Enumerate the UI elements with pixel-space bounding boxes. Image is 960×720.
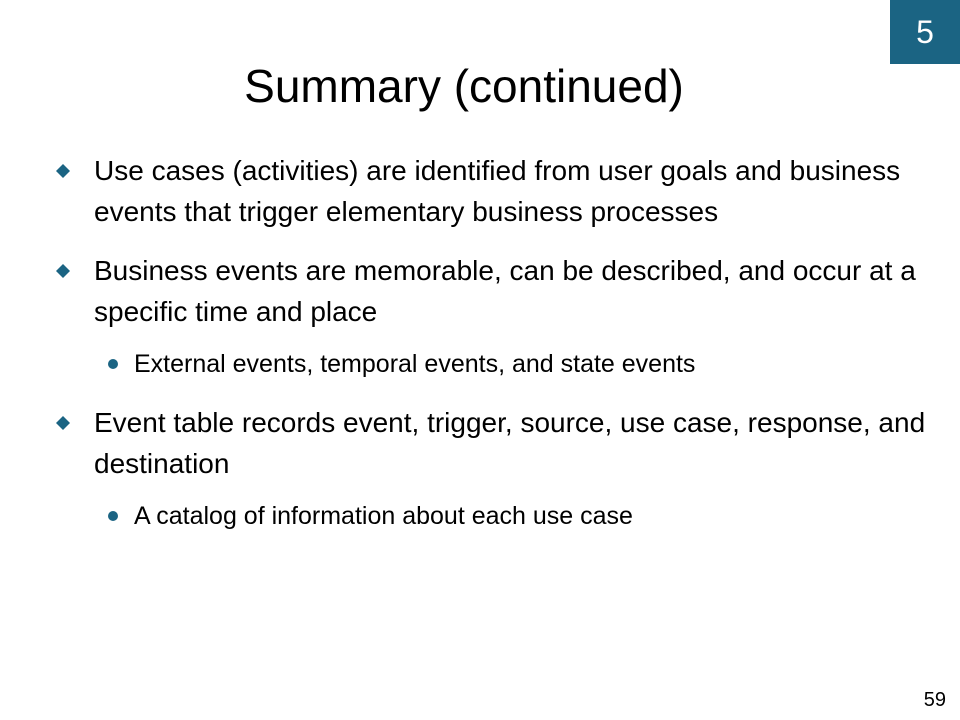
- bullet-list: [56, 150, 936, 554]
- dot-bullet-icon: [108, 511, 118, 521]
- diamond-bullet-icon: [56, 416, 70, 430]
- slide-title: Summary (continued): [244, 60, 684, 112]
- sub-bullet-item: [94, 498, 936, 534]
- bullet-item: [56, 402, 936, 484]
- sub-bullet-text: External events, temporal events, and state events: [134, 350, 696, 378]
- sub-bullet-item: [94, 346, 936, 382]
- page-number: 59: [923, 689, 946, 711]
- bullet-text: Use cases (activities) are identified from user goals and business events that trigger elementary business processes: [94, 155, 901, 227]
- bullet-item: [56, 150, 936, 232]
- bullet-text: Business events are memorable, can be described, and occur at a specific time and place: [94, 255, 916, 327]
- bullet-item: [56, 250, 936, 332]
- chapter-badge: 5: [890, 0, 960, 64]
- bullet-text: Event table records event, trigger, source, use case, response, and destination: [94, 407, 926, 479]
- dot-bullet-icon: [108, 359, 118, 369]
- sub-bullet-text: A catalog of information about each use case: [134, 502, 633, 530]
- diamond-bullet-icon: [56, 264, 70, 278]
- diamond-bullet-icon: [56, 164, 70, 178]
